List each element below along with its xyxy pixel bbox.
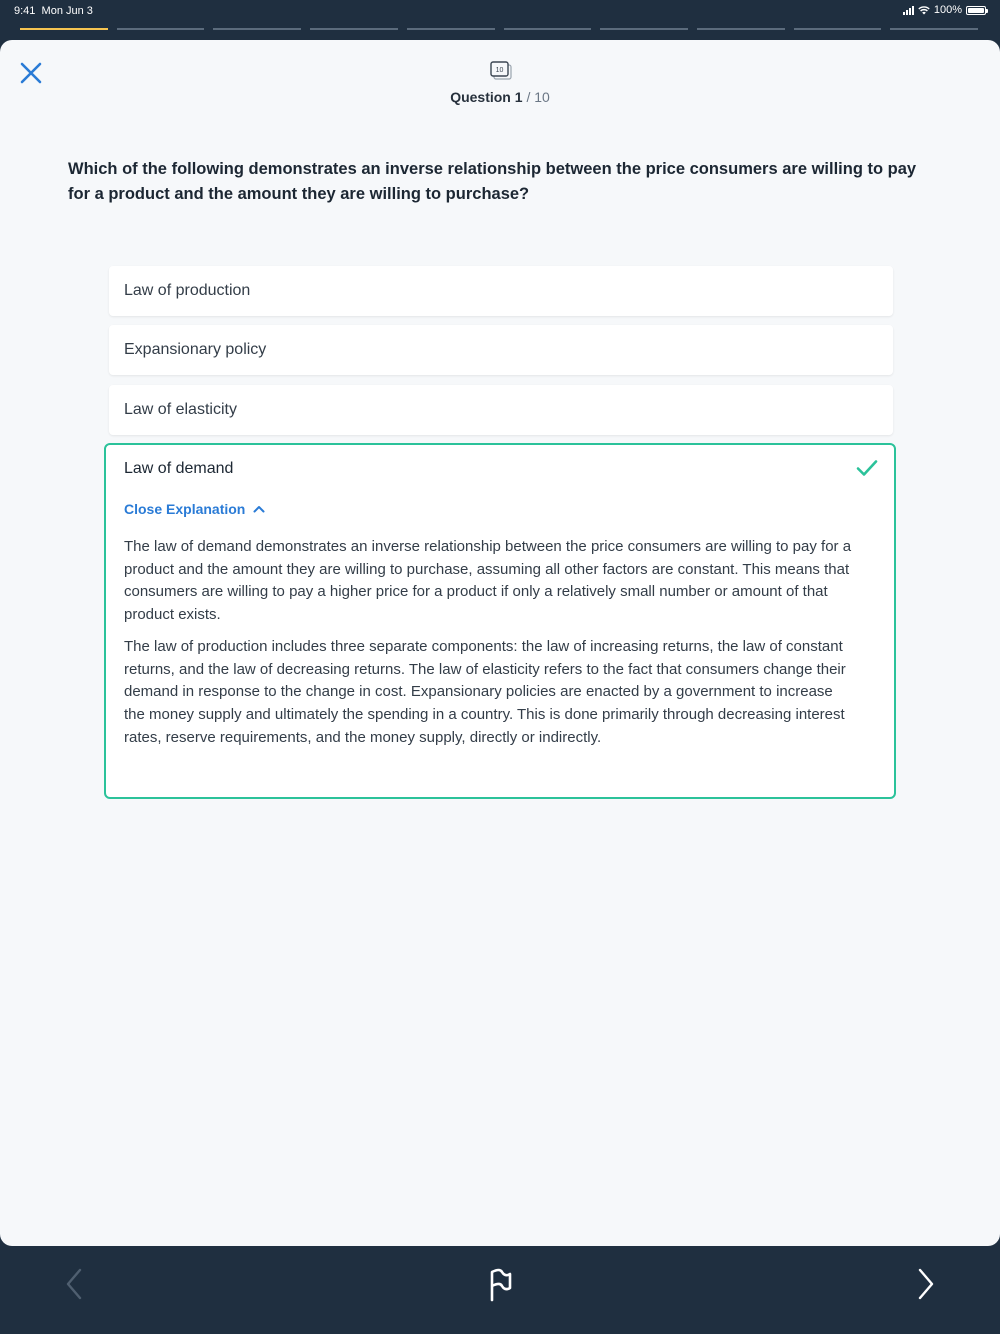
answer-option-4-selected[interactable] [104,443,896,799]
answer-option-4-label: Law of demand [124,460,234,477]
progress-segment [794,28,882,30]
checkmark-icon [856,459,878,477]
progress-segment [890,28,978,30]
progress-segment [600,28,688,30]
status-time [14,5,93,17]
explanation-paragraph-2: The law of production includes three separate components: the law of increasing returns, the law of constant returns, and the law of decreasing returns. The law of elasticity refers to the fact that consumers change their demand in response to the change in cost. Expansionary policies are enacted by a government to increase the money supply and ultimately the spending in a country. This is done primarily through decreasing interest rates, reserve requirements, and the money supply, directly or indirectly. [124,637,846,746]
close-explanation-button[interactable] [124,501,265,517]
progress-segment-current [20,28,108,30]
status-date: Mon Jun 3 [41,5,93,17]
answer-option-3[interactable]: Law of elasticity [109,385,893,435]
question-progress [20,28,978,30]
bottom-nav-bar [0,1246,1000,1334]
progress-segment [407,28,495,30]
progress-segment [213,28,301,30]
question-counter [0,89,1000,105]
flag-icon[interactable] [482,1266,518,1302]
answer-option-1[interactable]: Law of production [109,266,893,316]
close-explanation-label: Close Explanation [124,501,246,517]
progress-segment [504,28,592,30]
quiz-card [0,40,1000,1246]
flashcard-icon [490,61,512,81]
wifi-icon [918,5,930,15]
progress-segment [697,28,785,30]
progress-segment [117,28,205,30]
close-icon[interactable] [18,60,44,86]
explanation-paragraph-1: The law of demand demonstrates an inverse relationship between the price consumers are willing to pay for a product and the amount they are willing to purchase, assuming all other factors are constant. This means that consumers are willing to pay a higher price for a product if only a relatively small number or amount of that product exists. [124,538,852,624]
question-total: / 10 [526,89,550,105]
status-time-value: 9:41 [14,5,36,17]
chevron-right-icon[interactable] [908,1266,944,1302]
status-bar [0,0,1000,22]
chevron-up-icon [253,505,265,513]
question-current: 1 [514,89,523,105]
flashcard-icon-text: 10 [495,67,504,74]
question-label-text: Question [450,89,511,105]
chevron-left-icon[interactable] [56,1266,92,1302]
signal-icon [903,6,914,15]
explanation-text [124,536,854,758]
progress-segment [310,28,398,30]
question-text: Which of the following demonstrates an inverse relationship between the price consumers are willing to pay for a product and the amount they are willing to purchase? [68,160,917,203]
battery-percent: 100% [933,4,962,16]
question-label [450,89,522,105]
answer-option-2[interactable]: Expansionary policy [109,325,893,375]
battery-icon [966,6,986,15]
status-right [903,4,986,16]
